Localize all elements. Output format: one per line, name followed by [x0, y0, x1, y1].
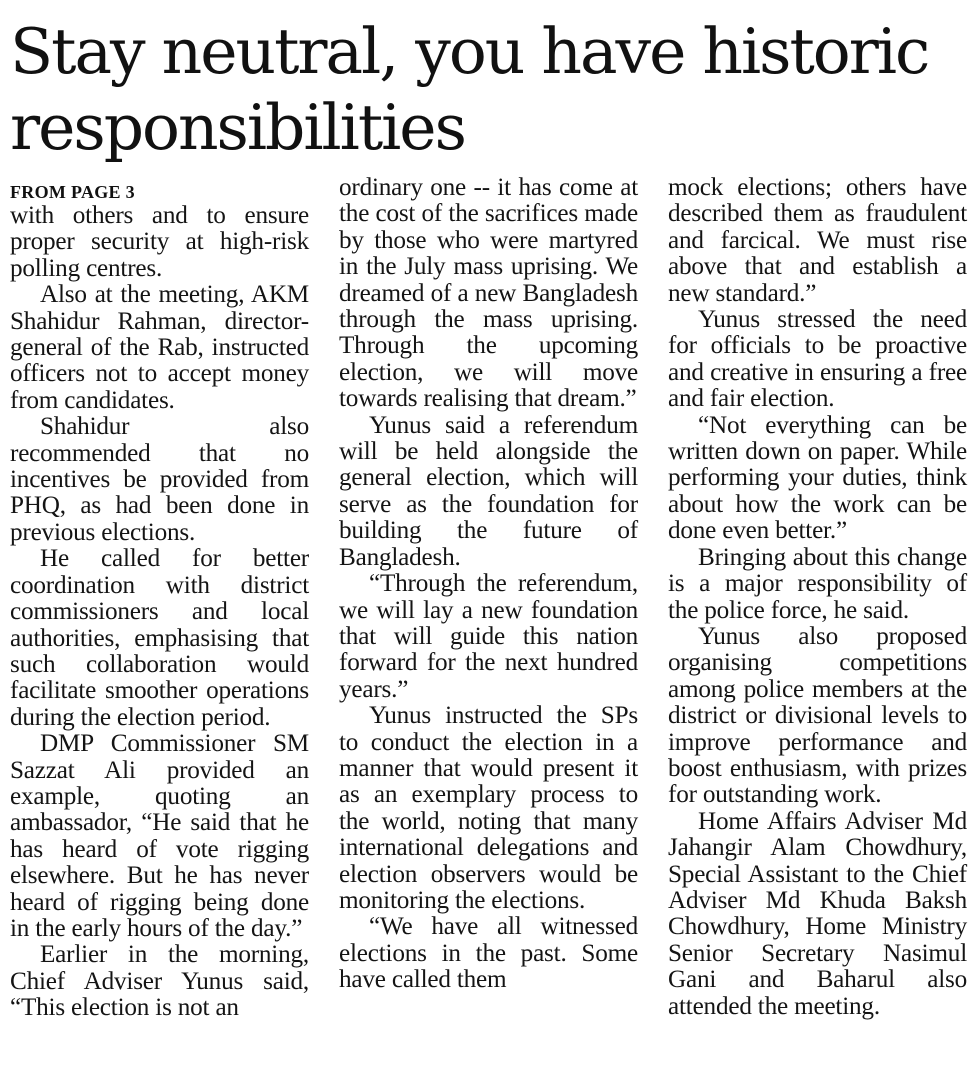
article-column-2: [339, 175, 638, 994]
paragraph: “Through the referendum, we will lay a new foundation that will guide this nation forward for the next hundred years.”: [339, 570, 638, 703]
paragraph: Yunus instructed the SPs to conduct the election in a manner that would present it as an exemplary process to the world, noting that many international delegations and election observers would be monitoring the elections.: [339, 702, 638, 914]
paragraph: “We have all witnessed elections in the past. Some have called them: [339, 913, 638, 994]
headline: Stay neutral, you have historic responsibilities: [10, 15, 929, 164]
paragraph: Yunus said a referendum will be held alongside the general election, which will serve as the foundation for building the future of Bangladesh.: [339, 411, 638, 571]
paragraph: with others and to ensure proper security at high-risk polling centres.: [10, 202, 309, 282]
paragraph: Home Affairs Adviser Md Jahangir Alam Chowdhury, Special Assistant to the Chief Adviser Md Khuda Baksh Chowdhury, Home Ministry Senior Secretary Nasimul Gani and Baharul also attended the meeting.: [668, 807, 967, 1020]
paragraph: Yunus also proposed organising competitions among police members at the district or divisional levels to improve performance and boost enthusiasm, with prizes for outstanding work.: [668, 622, 967, 809]
paragraph: “Not everything can be written down on paper. While performing your duties, think about how the work can be done even better.”: [668, 411, 967, 545]
paragraph: Also at the meeting, AKM Shahidur Rahman, director-general of the Rab, instructed officers not to accept money from candidates.: [10, 281, 309, 414]
article-column-1: [10, 175, 309, 1022]
paragraph: ordinary one -- it has come at the cost of the sacrifices made by those who were martyred in the July mass uprising. We dreamed of a new Bangladesh through the mass uprising. Through the upcoming election, we will move towards realising that dream.”: [339, 174, 638, 413]
paragraph: He called for better coordination with district commissioners and local authorities, emphasising that such collaboration would facilitate smoother operations during the election period.: [10, 545, 309, 731]
paragraph: Earlier in the morning, Chief Adviser Yunus said, “This election is not an: [10, 941, 309, 1022]
jump-label: FROM PAGE 3: [10, 182, 135, 202]
paragraph: mock elections; others have described them as fraudulent and farcical. We must rise above that and establish a new standard.”: [668, 174, 967, 307]
paragraph: DMP Commissioner SM Sazzat Ali provided an example, quoting an ambassador, “He said that he has heard of vote rigging elsewhere. But he has never heard of rigging being done in the early hours of the day.”: [10, 730, 309, 942]
paragraph: Bringing about this change is a major responsibility of the police force, he said.: [668, 543, 967, 624]
paragraph: Yunus stressed the need for officials to be proactive and creative in ensuring a free and fair election.: [668, 306, 967, 413]
article-column-3: [668, 175, 967, 1020]
paragraph: Shahidur also recommended that no incentives be provided from PHQ, as had been done in previous elections.: [10, 413, 309, 546]
